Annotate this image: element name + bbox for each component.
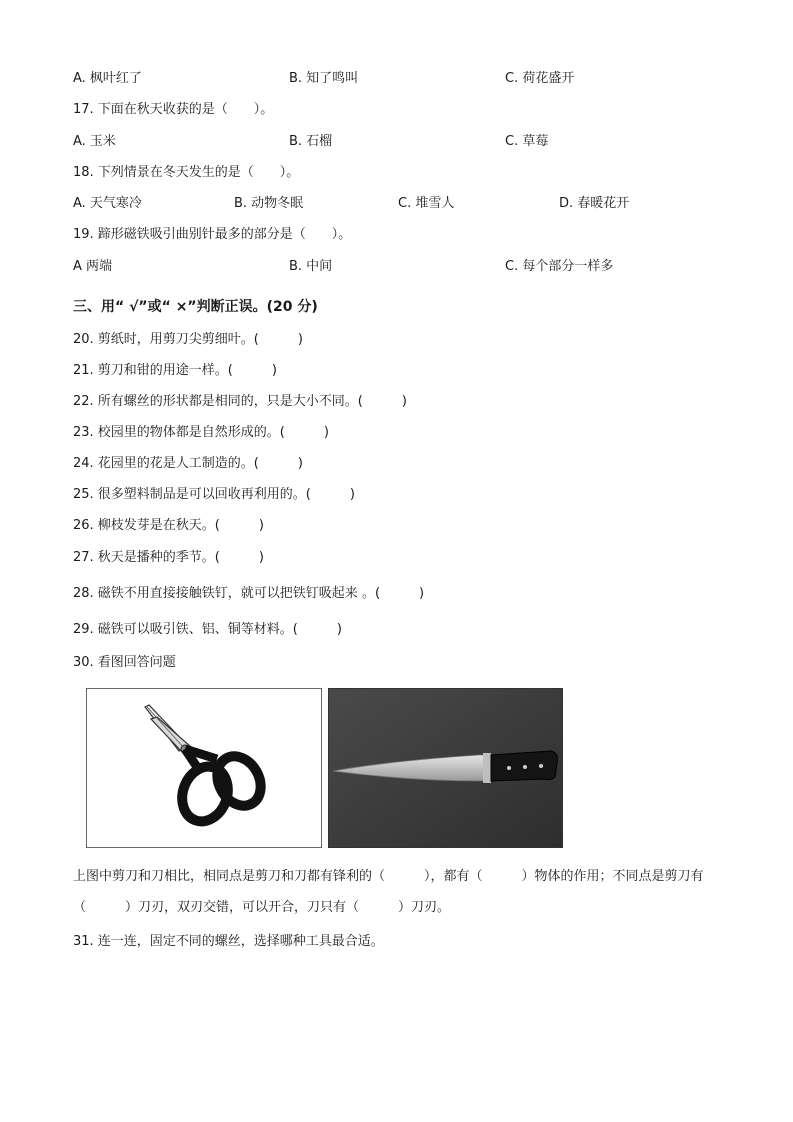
- judge-item-24: 24. 花园里的花是人工制造的。( ): [73, 456, 303, 471]
- q19-stem: 19. 蹄形磁铁吸引曲别针最多的部分是（ ）。: [73, 227, 352, 242]
- kitchen-knife-icon: [329, 689, 562, 847]
- q31-stem: 31. 连一连，固定不同的螺丝，选择哪种工具最合适。: [73, 934, 384, 949]
- q17-stem: 17. 下面在秋天收获的是（ ）。: [73, 102, 274, 117]
- judge-item-23: 23. 校园里的物体都是自然形成的。( ): [73, 425, 329, 440]
- q17-option-a: A. 玉米: [73, 134, 116, 149]
- q19-option-a: A 两端: [73, 259, 113, 274]
- judge-item-27: 27. 秋天是播种的季节。( ): [73, 550, 264, 565]
- q18-option-d: D. 春暖花开: [559, 196, 630, 211]
- q18-option-b: B. 动物冬眠: [234, 196, 304, 211]
- q30-paragraph: 上图中剪刀和刀相比，相同点是剪刀和刀都有锋利的（ ），都有（ ）物体的作用；不同点是剪刀有（ ）刀刃，双刃交错，可以开合，刀只有（ ）刀刃。: [73, 869, 704, 915]
- scissors-image: [86, 688, 322, 848]
- judge-item-26: 26. 柳枝发芽是在秋天。( ): [73, 518, 264, 533]
- knife-image: [328, 688, 563, 848]
- q18-stem: 18. 下列情景在冬天发生的是（ ）。: [73, 165, 300, 180]
- q16-option-a: A. 枫叶红了: [73, 71, 142, 86]
- q16-option-c: C. 荷花盛开: [505, 71, 575, 86]
- judge-item-29: 29. 磁铁可以吸引铁、铝、铜等材料。( ): [73, 622, 342, 637]
- q17-option-c: C. 草莓: [505, 134, 549, 149]
- q16-option-b: B. 知了鸣叫: [289, 71, 359, 86]
- judge-item-28: 28. 磁铁不用直接接触铁钉，就可以把铁钉吸起来 。( ): [73, 586, 425, 601]
- q18-option-c: C. 堆雪人: [398, 196, 455, 211]
- scissors-icon: [87, 689, 321, 847]
- judge-item-20: 20. 剪纸时，用剪刀尖剪细叶。( ): [73, 332, 303, 347]
- judge-item-21: 21. 剪刀和钳的用途一样。( ): [73, 363, 277, 378]
- q19-option-c: C. 每个部分一样多: [505, 259, 614, 274]
- section3-title: 三、用“ √”或“ ×”判断正误。(20 分): [73, 299, 318, 315]
- judge-item-22: 22. 所有螺丝的形状都是相同的，只是大小不同。( ): [73, 394, 407, 409]
- judge-item-25: 25. 很多塑料制品是可以回收再利用的。( ): [73, 487, 355, 502]
- q30-stem: 30. 看图回答问题: [73, 655, 176, 670]
- q18-option-a: A. 天气寒冷: [73, 196, 142, 211]
- q17-option-b: B. 石榴: [289, 134, 333, 149]
- q19-option-b: B. 中间: [289, 259, 333, 274]
